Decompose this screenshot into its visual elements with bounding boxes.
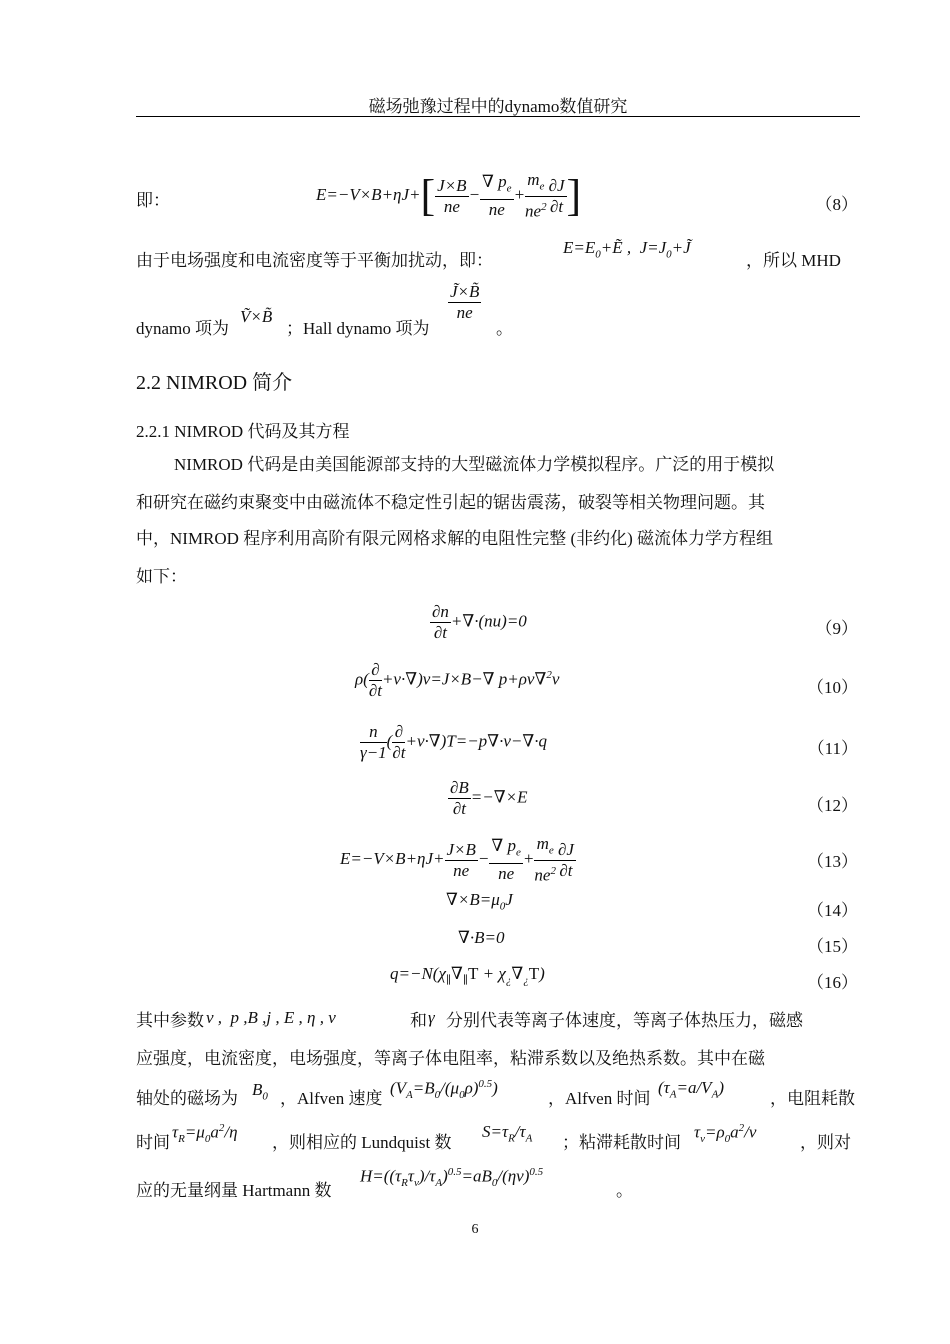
alfven-time: $(\tau_A=a/V_A)$ [658, 1078, 724, 1101]
equation-9: $\frac{\partial n}{\partial t}$ +∇·(nu)=0 [432, 602, 527, 642]
eq-decomposition: $E=E_0+Ẽ$ , $J=J_0+J̃$ [563, 238, 691, 261]
viscous-time: $\tau_v=\rho_0a^2/\nu$ [694, 1122, 757, 1146]
para3-line5a: 应的无量纲量 Hartmann 数 [136, 1181, 332, 1200]
para3-line1a: 其中参数 [136, 1011, 204, 1030]
para2-line3: 中，NIMROD 程序利用高阶有限元网格求解的电阻性完整 (非约化) 磁流体力学方程组 [136, 529, 774, 548]
eq15-number: （15） [807, 937, 858, 956]
alfven-velocity: $(V_A=B_0/(\mu_0\rho)^{0.5})$ [390, 1078, 498, 1102]
resistive-time: $\tau_R=\mu_0a^2/\eta$ [172, 1122, 238, 1146]
section-heading: 2.2 NIMROD 简介 [136, 372, 293, 394]
eq12-number: （12） [807, 796, 858, 815]
running-header: 磁场弛豫过程中的dynamo数值研究 [368, 97, 628, 116]
para2-line4: 如下： [136, 567, 187, 586]
para3-line3d: ，电阻耗散 [770, 1089, 855, 1108]
page-number: 6 [471, 1222, 479, 1237]
hall-dynamo-term: $\frac{J̃\times B̃}{ne}$ [450, 282, 480, 322]
b0-symbol: $B_0$ [252, 1080, 268, 1103]
hartmann-number: $H=((\tau_R\tau_v)/\tau_A)^{0.5}=aB_0/(\eta\nu)^{0.5}$ [360, 1166, 544, 1190]
eq8-number: （8） [815, 195, 858, 214]
para1-line2b: ；Hall dynamo 项为 [286, 319, 430, 338]
para3-line1c: 分别代表等离子体速度，等离子体热压力，磁感 [446, 1011, 803, 1030]
eq16-number: （16） [807, 973, 858, 992]
equation-10: ρ( $\frac{\partial}{\partial t}$ +v·∇)v=J×B−∇ p+ρν∇$^2$v [355, 660, 560, 700]
para3-line4a: 时间 [136, 1133, 170, 1152]
equation-13: E=−V×B+ηJ+ $\frac{J\times B}{ne}$ − $\frac{\nabla p_e}{ne}$ + $\frac{m_e}{ne^2}$ $\frac{\partial J}{\partial t}$ [340, 834, 574, 886]
para3-line1b: 和 [410, 1011, 427, 1030]
para3-end: 。 [616, 1181, 633, 1200]
para3-line3c: ，Alfven 时间 [548, 1089, 651, 1108]
equation-8: E=−V×B+ηJ+[ $\frac{J\times B}{ne}$ − $\frac{\nabla p_e}{ne}$ + $\frac{m_e}{ne^2}$ $\frac{\partial J}{\partial t}$ ] [316, 170, 582, 222]
para3-line3a: 轴处的磁场为 [136, 1089, 238, 1108]
para3-line4d: ，则对 [800, 1133, 851, 1152]
equation-12: $\frac{\partial B}{\partial t}$ =−∇×E [450, 778, 528, 818]
parameter-symbols: v , p ,B ,j , E , η , v [206, 1008, 336, 1027]
subsection-heading: 2.2.1 NIMROD 代码及其方程 [136, 422, 350, 441]
para1-tail: ，所以 MHD [746, 251, 841, 270]
para1-line2a: dynamo 项为 [136, 319, 230, 338]
lundquist-number: $S=\tau_R/\tau_A$ [482, 1122, 533, 1145]
eq8-label: 即： [136, 191, 170, 210]
para1-end: 。 [496, 319, 513, 338]
equation-15: ∇·B=0 [458, 928, 505, 947]
para3-line4c: ；粘滞耗散时间 [562, 1133, 681, 1152]
equation-11: $\frac{n}{\gamma-1}$ ( $\frac{\partial}{\partial t}$ +v·∇)T=−p∇·v−∇·q [360, 722, 547, 762]
para3-line4b: ，则相应的 Lundquist 数 [272, 1133, 452, 1152]
eq9-number: （9） [815, 619, 858, 638]
gamma-symbol: γ [428, 1008, 435, 1027]
equation-14: $\nabla\times B=\mu_0J$ [446, 890, 513, 913]
para3-line3b: ，Alfven 速度 [280, 1089, 383, 1108]
para3-line2: 应强度，电流密度，电场强度，等离子体电阻率，粘滞系数以及绝热系数。其中在磁 [136, 1049, 765, 1068]
para2-line2: 和研究在磁约束聚变中由磁流体不稳定性引起的锯齿震荡，破裂等相关物理问题。其 [136, 493, 765, 512]
header-rule [136, 116, 860, 117]
mhd-dynamo-term: Ṽ×B̃ [240, 307, 273, 326]
eq11-number: （11） [807, 739, 858, 758]
eq13-number: （13） [807, 852, 858, 871]
equation-16: $q=-N(\chi_\parallel\nabla_\parallel T + \chi_¿\nabla_¿T)$ [390, 964, 545, 987]
eq10-number: （10） [807, 678, 858, 697]
eq14-number: （14） [807, 901, 858, 920]
para2-line1: NIMROD 代码是由美国能源部支持的大型磁流体力学模拟程序。广泛的用于模拟 [174, 455, 775, 474]
para1-line1: 由于电场强度和电流密度等于平衡加扰动，即： [136, 251, 493, 270]
